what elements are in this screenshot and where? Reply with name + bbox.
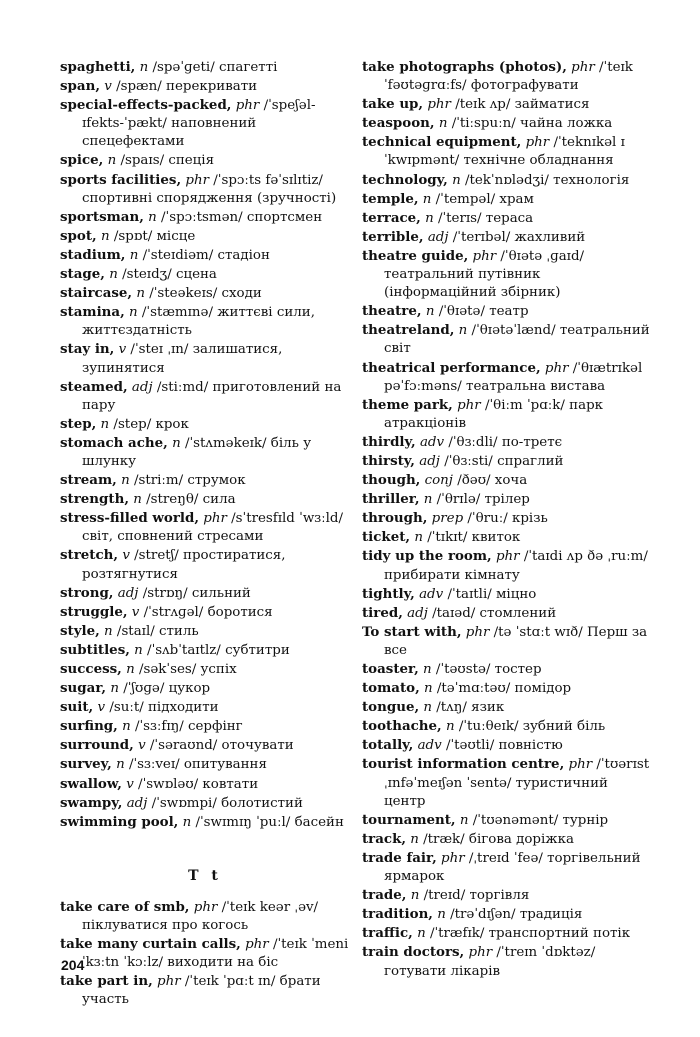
dictionary-entry [362,717,652,736]
part-of-speech: n [422,191,432,207]
dictionary-entry [60,736,350,755]
part-of-speech: n [414,530,423,546]
headword: trade, [362,887,407,904]
transcription-and-translation: /ˈspeʃəl-ɪfekts-ˈpækt/ наповнений спецефектами [82,98,316,150]
dictionary-entry [362,452,652,471]
transcription-and-translation: /treɪd/ торгівля [419,888,530,904]
part-of-speech: v [104,79,112,95]
part-of-speech: adj [419,453,440,469]
headword: thirdly, [362,433,416,450]
transcription-and-translation: /streŋθ/ сила [141,492,236,508]
headword: To start with, [362,623,462,640]
headword: through, [362,510,428,527]
dictionary-entry [60,603,350,622]
headword: thriller, [362,491,420,508]
dictionary-entry [60,378,350,415]
dictionary-entry [362,698,652,717]
transcription-and-translation: /ˈtaɪdi ʌp ðə ˌruːm/ прибирати кімнату [384,549,648,583]
part-of-speech: v [118,342,127,358]
transcription-and-translation: /ˈsʌbˈtaɪtlz/ субтитри [142,642,290,658]
transcription-and-translation: /spɒt/ місце [109,228,196,244]
dictionary-entry [60,151,350,170]
headword: swimming pool, [60,813,179,830]
part-of-speech: n [424,681,433,697]
dictionary-entry [60,898,350,935]
transcription-and-translation: /ˈsteɪ ˌɪn/ залишатися, зупинятися [82,342,283,376]
dictionary-entry [60,660,350,679]
dictionary-entry [60,171,350,208]
part-of-speech: adj [126,795,148,811]
part-of-speech: n [438,116,448,132]
headword: take up, [362,96,424,113]
headword: take photographs (photos), [362,59,567,75]
headword: ticket, [362,529,411,546]
part-of-speech: n [437,907,446,923]
transcription-and-translation: /staɪl/ стиль [112,623,199,639]
headword: tightly, [362,585,415,602]
part-of-speech: adj [117,585,139,601]
headword: survey, [60,756,112,773]
part-of-speech: phr [495,549,520,565]
dictionary-entry [60,340,350,377]
part-of-speech: adv [419,434,445,450]
transcription-and-translation: /ˈtaɪtli/ міцно [443,586,537,602]
headword: surround, [60,737,134,754]
dictionary-entry [60,96,350,151]
dictionary-entry [362,830,652,849]
headword: track, [362,830,407,847]
part-of-speech: n [423,700,433,716]
transcription-and-translation: /teɪk ʌp/ займатися [450,97,590,113]
part-of-speech: n [107,153,117,169]
headword: suit, [60,699,94,716]
part-of-speech: n [129,305,138,321]
part-of-speech: phr [457,397,481,413]
headword: toothache, [362,718,442,735]
dictionary-entry [60,813,350,832]
dictionary-entry [60,471,350,490]
headword: tournament, [362,811,456,828]
transcription-and-translation: /səkˈses/ успіх [134,662,237,677]
headword: theatreland, [362,322,455,339]
transcription-and-translation: /ˈteɪk keər ˌəv/ піклуватися про когось [82,899,319,933]
headword: span, [60,78,100,95]
headword: take part in, [60,973,153,990]
transcription-and-translation: /ˈθɪətəˈlænd/ театральний світ [384,323,650,357]
transcription-and-translation: /ˈsteɪdiəm/ стадіон [138,247,270,263]
transcription-and-translation: /ˈθɜːdli/ по-третє [444,434,563,450]
headword: theme park, [362,396,453,413]
headword: tongue, [362,699,420,716]
headword: spice, [60,152,104,169]
headword: spaghetti, [60,59,136,75]
transcription-and-translation: /ˈtræfɪk/ транспортний потік [425,926,631,942]
transcription-and-translation: /ˈswɒmpi/ болотистий [147,795,303,811]
part-of-speech: n [417,926,426,942]
dictionary-entry [362,547,652,584]
transcription-and-translation: /steɪdʒ/ сцена [117,267,217,283]
part-of-speech: phr [441,850,465,866]
transcription-and-translation: /taɪəd/ стомлений [427,605,557,621]
headword: style, [60,622,100,639]
headword: theatrical performance, [362,359,541,376]
headword: teaspoon, [362,115,435,132]
transcription-and-translation: /step/ крок [109,416,189,432]
transcription-and-translation: /ˈspɔːts fəˈsɪlɪtiz/ спортивні спорядження (зручності) [82,172,337,206]
dictionary-entry [60,935,350,972]
part-of-speech: n [136,286,145,302]
transcription-and-translation: /ˈswɒləʊ/ ковтати [133,776,259,792]
dictionary-entry [362,585,652,604]
part-of-speech: adj [131,379,153,395]
dictionary-entry [362,755,652,810]
headword: surfing, [60,718,118,735]
part-of-speech: n [459,812,469,828]
headword: temple, [362,190,419,207]
transcription-and-translation: /ˈθɪætrɪkəl pəˈfɔːməns/ театральна вистава [384,360,643,394]
headword: stay in, [60,341,115,358]
transcription-and-translation: /ˈsteəkeɪs/ сходи [144,286,262,302]
headword: spot, [60,227,97,244]
part-of-speech: n [182,814,192,830]
headword: sports facilities, [60,171,182,188]
part-of-speech: n [425,304,435,320]
transcription-and-translation: /ˈtuːθeɪk/ зубний біль [454,719,606,735]
dictionary-entry [60,546,350,583]
headword: technology, [362,171,448,188]
transcription-and-translation: /ˈθɪətə/ театр [434,304,529,320]
transcription-and-translation: /ˈtʊərɪst ˌɪnfəˈmeɪʃən ˈsentə/ туристичний центр [384,757,650,809]
transcription-and-translation: /ˈtʊənəmənt/ турнір [468,812,609,828]
dictionary-entry [362,171,652,190]
transcription-and-translation: /ˈstrʌɡəl/ боротися [139,604,273,620]
transcription-and-translation: /ˈθɪətə ˌɡaɪd/ театральний путівник (інформаційний збірник) [384,248,585,301]
headword: subtitles, [60,641,130,658]
part-of-speech: n [445,719,455,735]
transcription-and-translation: /ˈspɔːtsmən/ спортсмен [156,209,323,225]
part-of-speech: phr [185,172,209,188]
transcription-and-translation: /ˈstæmɪnə/ життєві сили, життєздатність [82,305,315,339]
part-of-speech: n [100,228,110,244]
transcription-and-translation: /ˈθɜːsti/ спраглий [439,453,564,469]
part-of-speech: phr [465,624,490,640]
transcription-and-translation: /ˈtreɪn ˈdɒktəz/ готувати лікарів [384,945,596,979]
transcription-and-translation: /ˈteɪk ˈfəʊtəɡrɑːfs/ фотографувати [384,60,633,94]
headword: steamed, [60,378,128,395]
dictionary-entry [60,509,350,546]
dictionary-entry [362,114,652,133]
headword: success, [60,661,122,677]
dictionary-entry [362,736,652,755]
headword: special-effects-packed, [60,97,232,114]
page-number: 204 [61,957,85,973]
part-of-speech: phr [427,97,451,113]
dictionary-entry [362,623,652,660]
part-of-speech: v [126,776,134,792]
part-of-speech: n [100,416,110,432]
transcription-and-translation: /ˈθrɪlə/ трілер [432,492,530,508]
headword: swallow, [60,775,122,792]
headword: step, [60,415,97,432]
dictionary-entry [362,302,652,321]
dictionary-entry [362,58,652,95]
headword: stadium, [60,246,126,263]
dictionary-entry [60,641,350,660]
part-of-speech: n [110,681,119,697]
part-of-speech: n [139,60,149,75]
transcription-and-translation: /ˈθruː/ крізь [463,511,548,527]
headword: though, [362,472,421,489]
dictionary-entry [362,359,652,396]
transcription-and-translation: /ˈteknɪkəl ɪˈkwɪpmənt/ технічне обладнання [384,135,625,169]
transcription-and-translation: /suːt/ підходити [105,700,219,716]
part-of-speech: adv [419,586,444,602]
dictionary-entry [60,227,350,246]
transcription-and-translation: /ˈterɪbəl/ жахливий [448,229,586,245]
headword: toaster, [362,661,419,677]
part-of-speech: n [126,662,135,677]
dictionary-entry [362,247,652,302]
headword: train doctors, [362,944,465,961]
dictionary-entry [362,604,652,623]
part-of-speech: adj [407,605,428,621]
transcription-and-translation: /tə ˈstɑːt wɪð/ Перш за все [384,624,648,658]
dictionary-entry [362,905,652,924]
part-of-speech: adv [417,738,442,754]
headword: terrible, [362,228,424,245]
dictionary-entry [60,415,350,434]
dictionary-entry [362,471,652,490]
transcription-and-translation: /ˈθiːm ˈpɑːk/ парк атракціонів [384,397,604,431]
headword: stretch, [60,547,119,564]
part-of-speech: phr [157,974,181,990]
headword: theatre, [362,303,422,320]
transcription-and-translation: /ˈtɪkɪt/ квиток [422,530,521,546]
part-of-speech: prep [431,511,464,527]
transcription-and-translation: /spəˈɡeti/ спагетті [148,60,278,75]
part-of-speech: phr [472,248,497,264]
headword: traffic, [362,925,413,942]
transcription-and-translation: /striːm/ струмок [129,473,246,489]
dictionary-entry [60,755,350,774]
part-of-speech: n [148,209,157,225]
right-column [362,58,652,981]
headword: take many curtain calls, [60,936,241,953]
dictionary-entry [60,265,350,284]
headword: tourist information centre, [362,756,565,773]
part-of-speech: n [425,210,434,226]
dictionary-entry [362,660,652,679]
transcription-and-translation: /təˈmɑːtəʊ/ помідор [432,681,572,697]
transcription-and-translation: /ˌtreɪd ˈfeə/ торгівельний ярмарок [384,850,641,885]
part-of-speech: phr [544,360,569,376]
headword: tomato, [362,680,420,697]
part-of-speech: phr [571,60,595,75]
headword: staircase, [60,285,133,302]
headword: thirsty, [362,452,415,469]
part-of-speech: n [172,435,181,451]
dictionary-entry [60,775,350,794]
dictionary-entry [362,228,652,247]
headword: tidy up the room, [362,548,492,565]
dictionary-entry [60,490,350,509]
part-of-speech: phr [245,937,269,953]
transcription-and-translation: /træk/ бігова доріжка [418,831,574,847]
part-of-speech: n [129,247,139,263]
part-of-speech: phr [525,135,550,151]
part-of-speech: v [131,604,140,620]
dictionary-entry [362,886,652,905]
transcription-and-translation: /ˈsəraʊnd/ оточувати [145,738,294,754]
dictionary-entry [60,794,350,813]
transcription-and-translation: /ˈterɪs/ тераса [433,210,534,226]
headword: struggle, [60,603,128,620]
part-of-speech: n [104,623,113,639]
headword: tired, [362,604,403,621]
transcription-and-translation: /strɒŋ/ сильний [138,585,251,601]
transcription-and-translation: /spaɪs/ спеція [116,153,215,169]
part-of-speech: n [133,492,142,508]
dictionary-entry [362,209,652,228]
headword: totally, [362,737,414,754]
part-of-speech: n [121,473,130,489]
transcription-and-translation: /ˈsɜːveɪ/ опитування [124,757,267,773]
part-of-speech: n [109,267,118,283]
dictionary-entry [362,433,652,452]
part-of-speech: phr [193,899,218,915]
dictionary-entry [362,133,652,170]
part-of-speech: n [134,642,143,658]
transcription-and-translation: /tʌŋ/ язик [432,700,505,716]
transcription-and-translation: /spæn/ перекривати [111,79,258,95]
transcription-and-translation: /ˈtəʊstə/ тостер [431,662,542,677]
dictionary-entry [60,679,350,698]
dictionary-entry [362,943,652,980]
part-of-speech: n [423,662,432,677]
transcription-and-translation: /trəˈdɪʃən/ традиція [445,907,583,923]
transcription-and-translation: /ˈsɜːfɪŋ/ серфінг [130,719,243,735]
part-of-speech: n [410,888,420,904]
transcription-and-translation: /ðəʊ/ хоча [452,473,528,489]
headword: sportsman, [60,208,144,225]
dictionary-entry [60,58,350,77]
dictionary-entry [60,208,350,227]
dictionary-entry [362,95,652,114]
dictionary-entry [362,509,652,528]
headword: tradition, [362,906,433,923]
headword: theatre guide, [362,247,469,264]
transcription-and-translation: /ˈʃʊɡə/ цукор [118,681,211,697]
transcription-and-translation: /stiːmd/ приготовлений на пару [82,379,342,413]
dictionary-entry [362,528,652,547]
part-of-speech: conj [424,473,453,489]
transcription-and-translation: /stretʃ/ простиратися, розтягнутися [82,548,286,582]
dictionary-entry [362,849,652,886]
transcription-and-translation: /ˈtiːspuːn/ чайна ложка [447,116,613,132]
dictionary-entry [60,77,350,96]
part-of-speech: adj [427,229,449,245]
part-of-speech: n [122,719,131,735]
dictionary-entry [60,246,350,265]
headword: technical equipment, [362,134,522,151]
dictionary-entry [362,924,652,943]
part-of-speech: n [423,492,433,508]
headword: take care of smb, [60,898,190,915]
dictionary-entry [60,303,350,340]
headword: swampy, [60,794,123,811]
left-column [60,58,350,1009]
part-of-speech: phr [203,511,227,527]
transcription-and-translation: /tekˈnɒlədʒi/ технологія [460,172,630,188]
transcription-and-translation: /sˈtresfɪld ˈwɜːld/ світ, сповнений стресами [82,511,343,545]
part-of-speech: phr [568,757,593,773]
dictionary-entry [60,622,350,641]
dictionary-entry [60,698,350,717]
headword: strong, [60,584,114,601]
section-letter-t: T t [188,867,222,884]
dictionary-entry [362,321,652,358]
headword: stomach ache, [60,434,168,451]
dictionary-entry [362,811,652,830]
dictionary-entry [60,284,350,303]
transcription-and-translation: /ˈswɪmɪŋ ˈpuːl/ басейн [191,814,344,830]
transcription-and-translation: /ˈstʌməkeɪk/ біль у шлунку [82,435,312,469]
part-of-speech: n [452,172,461,188]
headword: stress-filled world, [60,510,200,527]
transcription-and-translation: /ˈtəʊtli/ повністю [441,738,563,754]
dictionary-entry [362,190,652,209]
part-of-speech: n [116,757,125,773]
dictionary-entry [60,717,350,736]
part-of-speech: phr [235,98,260,114]
headword: stamina, [60,304,125,321]
headword: trade fair, [362,849,437,866]
dictionary-entry [362,396,652,433]
dictionary-entry [60,434,350,471]
headword: terrace, [362,209,421,226]
headword: strength, [60,491,129,508]
dictionary-entry [362,490,652,509]
part-of-speech: v [138,738,146,754]
part-of-speech: n [458,323,468,339]
transcription-and-translation: /ˈteɪk ˈmeni ˈkɜːtn ˈkɔːlz/ виходити на біс [82,937,349,971]
headword: stage, [60,266,105,283]
part-of-speech: phr [468,945,493,961]
dictionary-entry [60,584,350,603]
transcription-and-translation: /ˈtempəl/ храм [431,191,534,207]
dictionary-entry [362,679,652,698]
headword: stream, [60,472,117,489]
part-of-speech: n [410,831,419,847]
headword: sugar, [60,680,107,697]
part-of-speech: v [122,548,130,564]
part-of-speech: v [97,700,106,716]
transcription-and-translation: /ˈteɪk ˈpɑːt ɪn/ брати участь [82,974,321,1008]
dictionary-entry [60,972,350,1009]
